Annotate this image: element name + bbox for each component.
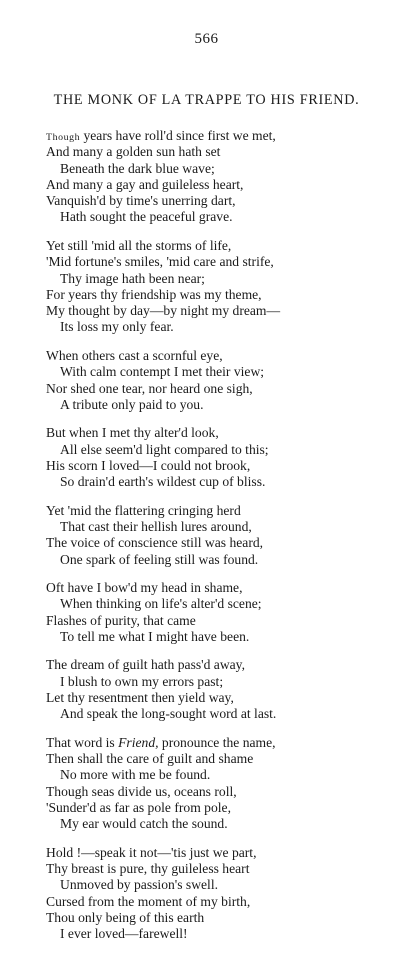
poem-line: Though seas divide us, oceans roll, bbox=[46, 783, 237, 799]
poem-line: Yet 'mid the flattering cringing herd bbox=[46, 502, 241, 518]
poem-line: Beneath the dark blue wave; bbox=[60, 160, 215, 176]
poem-line: Hold !—speak it not—'tis just we part, bbox=[46, 844, 257, 860]
poem-line: No more with me be found. bbox=[60, 767, 211, 783]
line-text: years have roll'd since first we met, bbox=[80, 128, 276, 143]
poem-line: That cast their hellish lures around, bbox=[60, 518, 252, 534]
poem-line: When others cast a scornful eye, bbox=[46, 347, 223, 363]
poem-line: My ear would catch the sound. bbox=[60, 816, 228, 832]
poem-line: My thought by day—by night my dream— bbox=[46, 303, 281, 319]
poem-line: One spark of feeling still was found. bbox=[60, 551, 259, 567]
poem-line: Thy image hath been near; bbox=[60, 270, 205, 286]
poem-line: 'Mid fortune's smiles, 'mid care and strife, bbox=[46, 254, 274, 270]
stanza bbox=[46, 735, 406, 833]
line-text: pronounce the name, bbox=[158, 734, 276, 750]
poem-line: Flashes of purity, that came bbox=[46, 612, 196, 628]
poem-line: The dream of guilt hath pass'd away, bbox=[46, 657, 245, 673]
poem-line: The voice of conscience still was heard, bbox=[46, 535, 264, 551]
poem-line: For years thy friendship was my theme, bbox=[46, 286, 262, 302]
line-text: That word is bbox=[46, 734, 119, 750]
poem-line: To tell me what I might have been. bbox=[60, 628, 250, 644]
poem-line: Oft have I bow'd my head in shame, bbox=[46, 580, 243, 596]
poem-line: I blush to own my errors past; bbox=[60, 673, 224, 689]
poem-line: Nor shed one tear, nor heard one sigh, bbox=[46, 380, 253, 396]
poem-line: 'Sunder'd as far as pole from pole, bbox=[46, 800, 231, 815]
poem-line: Thou only being of this earth bbox=[46, 909, 205, 925]
poem-title: THE MONK OF LA TRAPPE TO HIS FRIEND. bbox=[53, 92, 360, 108]
poem-line: Its loss my only fear. bbox=[60, 319, 174, 335]
stanza bbox=[46, 348, 406, 413]
poem-line: His scorn I loved—I could not brook, bbox=[46, 457, 251, 473]
stanza bbox=[46, 580, 406, 645]
poem-line: And speak the long-sought word at last. bbox=[60, 706, 277, 722]
poem-line bbox=[46, 735, 406, 751]
poem-line: Then shall the care of guilt and shame bbox=[46, 751, 254, 767]
poem-line: All else seem'd light compared to this; bbox=[60, 441, 269, 457]
poem-line: A tribute only paid to you. bbox=[60, 396, 204, 412]
stanza bbox=[46, 845, 406, 943]
poem-line: Vanquish'd by time's unerring dart, bbox=[46, 193, 236, 209]
poem-line bbox=[46, 128, 406, 144]
poem-line: I ever loved—farewell! bbox=[60, 926, 188, 942]
stanza bbox=[46, 503, 406, 568]
poem-line: Thy breast is pure, thy guileless heart bbox=[46, 861, 250, 877]
poem-line: With calm contempt I met their view; bbox=[60, 364, 265, 380]
page-number: 566 bbox=[194, 31, 219, 47]
stanza bbox=[46, 238, 406, 336]
poem-line: Let thy resentment then yield way, bbox=[46, 690, 234, 706]
stanza bbox=[46, 425, 406, 490]
poem-line: When thinking on life's alter'd scene; bbox=[60, 596, 262, 612]
poem-line: Yet still 'mid all the storms of life, bbox=[46, 237, 232, 253]
stanza bbox=[46, 657, 406, 722]
poem-line: Cursed from the moment of my birth, bbox=[46, 893, 251, 909]
emphasized-word: Friend, bbox=[118, 734, 159, 750]
small-caps-lead: Though bbox=[46, 132, 81, 143]
poem-line: And many a golden sun hath set bbox=[46, 144, 221, 160]
poem-line: And many a gay and guileless heart, bbox=[46, 176, 244, 192]
poem-body bbox=[46, 128, 406, 955]
poem-line: Hath sought the peaceful grave. bbox=[60, 209, 233, 225]
poem-line: But when I met thy alter'd look, bbox=[46, 425, 219, 441]
poem-line: So drain'd earth's wildest cup of bliss. bbox=[60, 474, 266, 490]
poem-line: Unmoved by passion's swell. bbox=[60, 877, 219, 893]
stanza bbox=[46, 128, 406, 226]
